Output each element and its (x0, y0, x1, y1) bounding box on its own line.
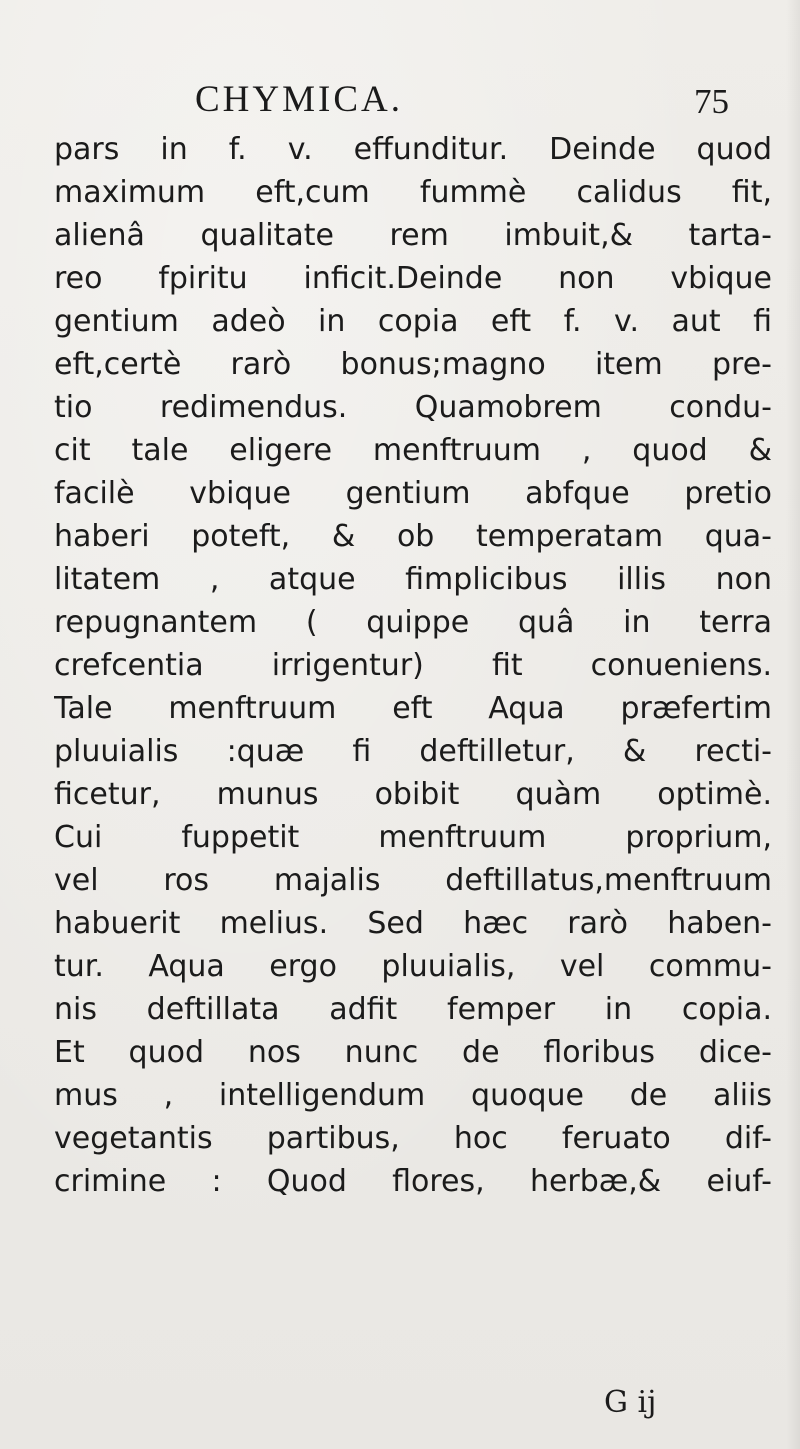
text-line: repugnantem ( quippe quâ in terra (54, 605, 772, 640)
text-line: reo fpiritu inficit.Deinde non vbique (54, 261, 772, 296)
text-line: pluuialis :quæ fi deftilletur, & recti- (54, 734, 772, 769)
running-head (0, 70, 800, 120)
text-line: nis deftillata adfit femper in copia. (54, 992, 772, 1027)
text-line: haberi poteft, & ob temperatam qua- (54, 519, 772, 554)
running-head-title: CHYMICA. (195, 79, 403, 120)
text-line: tio redimendus. Quamobrem condu- (54, 390, 772, 425)
text-line: facilè vbique gentium abfque pretio (54, 476, 772, 511)
text-line: habuerit melius. Sed hæc rarò haben- (54, 906, 772, 941)
text-line: Tale menftruum eft Aqua præfertim (54, 691, 772, 726)
text-line: mus , intelligendum quoque de aliis (54, 1078, 772, 1113)
signature-mark: G ij (604, 1385, 657, 1420)
text-line: tur. Aqua ergo pluuialis, vel commu- (54, 949, 772, 984)
text-line: vel ros majalis deftillatus,menftruum (54, 863, 772, 898)
page-number: 75 (694, 82, 729, 121)
text-line: crimine : Quod flores, herbæ,& eiuf- (54, 1164, 772, 1199)
text-line: cit tale eligere menftruum , quod & (54, 433, 772, 468)
text-line: litatem , atque fimplicibus illis non (54, 562, 772, 597)
text-line: crefcentia irrigentur) fit conueniens. (54, 648, 772, 683)
text-line: ficetur, munus obibit quàm optimè. (54, 777, 772, 812)
text-line: alienâ qualitate rem imbuit,& tarta- (54, 218, 772, 253)
text-line: Et quod nos nunc de floribus dice- (54, 1035, 772, 1070)
body-text (54, 128, 772, 1203)
text-line: Cui fuppetit menftruum proprium, (54, 820, 772, 855)
page-edge-shadow (786, 0, 800, 1449)
text-line: vegetantis partibus, hoc feruato dif- (54, 1121, 772, 1156)
text-line: gentium adeò in copia eft f. v. aut fi (54, 304, 772, 339)
text-line: maximum eft,cum fummè calidus fit, (54, 175, 772, 210)
text-line: eft,certè rarò bonus;magno item pre- (54, 347, 772, 382)
text-line: pars in f. v. effunditur. Deinde quod (54, 132, 772, 167)
